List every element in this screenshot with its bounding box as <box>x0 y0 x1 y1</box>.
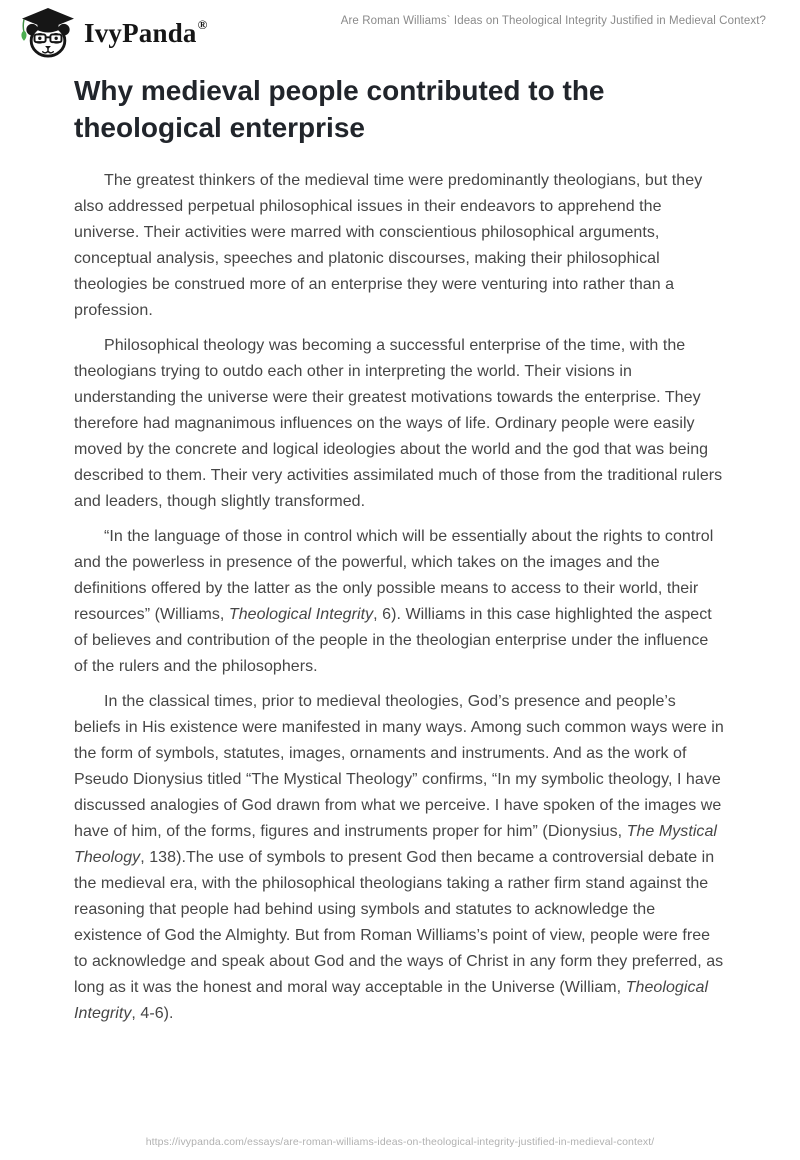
article-body <box>74 168 726 1027</box>
document-header-title: Are Roman Williams` Ideas on Theological Integrity Justified in Medieval Context? <box>340 15 766 27</box>
header <box>0 0 800 60</box>
registered-trademark: ® <box>197 17 208 32</box>
paragraph-text: In the classical times, prior to medieval theologies, God’s presence and people’s beliefs in His existence were manifested in many ways. Among such common ways were in the form of symbols, statutes, images, ornaments and instruments. And as the work of Pseudo Dionysius titled “The Mystical Theology” confirms, “In my symbolic theology, I have discussed analogies of God drawn from what we perceive. I have spoken of the images we have of him, of the forms, figures and instruments proper for him” (Dionysius, <box>74 693 724 840</box>
paragraph <box>74 168 726 324</box>
paragraph-text: , 4-6). <box>131 1005 174 1022</box>
paragraph <box>74 333 726 515</box>
article-heading: Why medieval people contributed to the theological enterprise <box>74 75 605 143</box>
work-title-citation: Theological Integrity <box>228 606 374 623</box>
footer <box>0 1132 800 1150</box>
paragraph-text: , 6). Williams in this case highlighted the aspect of believes and contribution of the people in the theologian enterprise under the influence of the rulers and the philosophers. <box>74 606 712 675</box>
article <box>74 72 726 1027</box>
work-title-citation: The Mystical Theology <box>74 823 718 866</box>
panda-graduate-icon <box>19 8 77 58</box>
paragraph-text: Philosophical theology was becoming a successful enterprise of the time, with the theologians trying to outdo each other in interpreting the world. Their visions in understanding the universe were their greatest motivations towards the enterprise. They therefore had magnanimous influences on the ways of life. Ordinary people were easily moved by the concrete and logical ideologies about the world and the god that was being described to them. Their very activities assimilated much of those from the traditional rulers and leaders, though slightly transformed. <box>74 337 723 510</box>
paragraph-text: The greatest thinkers of the medieval time were predominantly theologians, but they also addressed perpetual philosophical issues in their endeavors to apprehend the universe. Their activities were marred with conscientious philosophical arguments, conceptual analysis, speeches and platonic discourses, making their philosophical theologies be construed more of an enterprise they were venturing into rather than a profession. <box>74 172 703 319</box>
source-url[interactable]: https://ivypanda.com/essays/are-roman-williams-ideas-on-theological-integrity-justified-in-medieval-context/ <box>145 1136 655 1148</box>
ivypanda-logo[interactable] <box>19 8 207 58</box>
logo-wordmark: IvyPanda <box>84 18 197 48</box>
work-title-citation: Theological Integrity <box>74 979 709 1022</box>
paragraph <box>74 689 726 1027</box>
paragraph <box>74 524 726 680</box>
paragraph-text: , 138).The use of symbols to present God then became a controversial debate in the medieval era, with the philosophical theologians taking a rather firm stand against the reasoning that people had behind using symbols and statutes to acknowledge the existence of God the Almighty. But from Roman Williams’s point of view, people were free to acknowledge and speak about God and the ways of Christ in any form they preferred, as long as it was the honest and moral way acceptable in the Universe (William, <box>74 849 724 996</box>
paragraph-text: “In the language of those in control which will be essentially about the rights to control and the powerless in presence of the powerful, which takes on the images and the definitions offered by the latter as the only possible means to access to their world, their resources” (Williams, <box>74 528 714 623</box>
